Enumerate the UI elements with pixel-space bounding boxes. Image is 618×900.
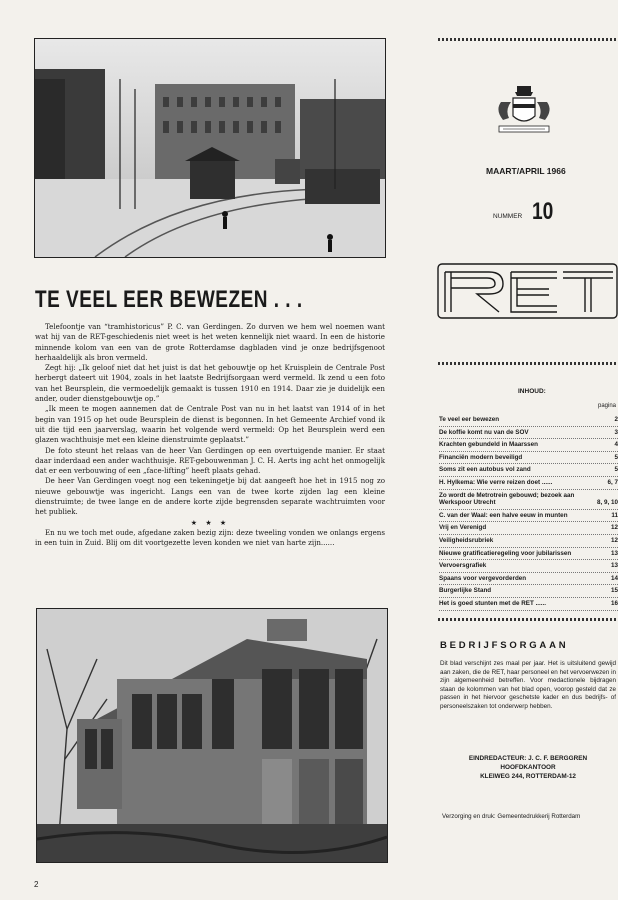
toc-item-title: Het is goed stunten met de RET ...... [439, 599, 547, 607]
table-of-contents [439, 414, 618, 611]
toc-item-title: Zo wordt de Metrotrein gebouwd; bezoek aan Werkspoor Utrecht [439, 491, 575, 507]
article-paragraph: Telefoontje van “tramhistoricus” P. C. van Gerdingen. Zo durven we hem wel noemen want wat hij van de RET-geschiedenis niet weet is het weten kennelijk niet waard. In een de historie minnende kolom van een van de grote Rotterdamse dagbladen vind je onze bedrijfsgenoot herhaaldelijk als bron vermeld. [35, 322, 385, 362]
toc-item-title: Veiligheidsrubriek [439, 536, 494, 544]
toc-item-title: Te veel eer bewezen [439, 416, 500, 423]
toc-item-page: 14 [610, 574, 618, 582]
toc-item-title: Spaans voor vergevorderden [439, 574, 527, 582]
article-paragraph: De foto steunt het relaas van de heer Van Gerdingen op een overtuigende manier. Er staat daar inderdaad een ander wachthuisje. RET-gebouwenman J. C. H. Aerts ing acht het onmogelijk dat er een verbouwing of een „face-lifting” heeft plaats gehad. [35, 445, 385, 476]
editor-name: EINDREDACTEUR: J. C. F. BERGGREN [468, 755, 588, 762]
toc-item [439, 414, 618, 427]
toc-item [439, 490, 618, 510]
issue-date: MAART/APRIL 1966 [486, 166, 566, 176]
toc-item-page: 6, 7 [607, 478, 618, 486]
article-closing: En nu we toch met oude, afgedane zaken bezig zijn: deze tweeling vonden we onlangs ergens in een tuin in Zuid. Blij om dit voortgezette leven konden we niet van harte zijn...... [35, 527, 385, 548]
toc-item [439, 477, 618, 490]
toc-title: INHOUD: [518, 388, 546, 395]
toc-item [439, 535, 618, 548]
page-number: 2 [34, 880, 39, 889]
toc-item-title: Soms zit een autobus vol zand [439, 466, 531, 474]
toc-item-page: 12 [610, 524, 618, 532]
organ-description [440, 660, 616, 712]
toc-item-page: 11 [611, 511, 618, 519]
toc-item-page: 5 [614, 466, 618, 474]
toc-item [439, 427, 618, 440]
toc-item-title: Burgerlijke Stand [439, 587, 492, 595]
old-tram-photo [36, 608, 388, 863]
toc-item-title: Krachten gebundeld in Maarssen [439, 441, 539, 449]
article-paragraph: „Ik meen te mogen aannemen dat de Centrale Post van nu in het laatst van 1914 of in het begin van 1915 op het oude Beursplein de dienst is begonnen. In het Gemeente Archief vond ik uit die tijd een jaarverslag, waarin het volgende werd vermeld: Op het Beursplein werd een glazen wachthuisje met een kleine dienstruimte geplaatst.” [35, 404, 385, 445]
toc-item-title: C. van der Waal: een halve eeuw in munten [439, 511, 568, 519]
office-address: KLEIWEG 244, ROTTERDAM-12 [480, 773, 576, 780]
article-paragraph: De heer Van Gerdingen voegt nog een tekeningetje bij dat aangeeft hoe het in 1915 nog zo nieuwe gebouwtje was ingericht. Langs een van de twee korte zijden lag een kleine dienstruimte; de twee lange en de andere korte zijde begrensden separate wachtruimten voor het publiek. [35, 476, 385, 517]
toc-item [439, 560, 618, 573]
toc-item [439, 464, 618, 477]
toc-page-header: pagina [598, 403, 617, 409]
toc-item-title: Vervoersgrafiek [439, 562, 487, 570]
toc-item-page: 16 [610, 599, 618, 607]
toc-item [439, 452, 618, 465]
section-separator: ★ ★ ★ [190, 517, 230, 527]
toc-item-title: H. Hylkema: Wie verre reizen doet ...... [439, 478, 553, 486]
ret-logo [437, 260, 618, 322]
toc-item [439, 573, 618, 586]
head-office: HOOFDKANTOOR [500, 764, 556, 771]
dotted-rule [438, 618, 618, 621]
toc-item-page: 8, 9, 10 [596, 499, 618, 507]
toc-item-title: Financiën modern beveiligd [439, 453, 523, 461]
toc-item-page: 5 [614, 453, 618, 461]
beursplein-photo [34, 38, 386, 258]
toc-item-page: 12 [610, 536, 618, 544]
toc-item [439, 548, 618, 561]
toc-item-title: Vrij en Verenigd [439, 524, 487, 532]
toc-item [439, 439, 618, 452]
toc-item-page: 4 [614, 441, 618, 449]
toc-item-page: 13 [610, 562, 618, 570]
editor-block [440, 754, 616, 781]
toc-item-page: 2 [614, 416, 618, 423]
article-body [35, 322, 385, 549]
article-paragraph: Zegt hij: „Ik geloof niet dat het juist is dat het gebouwtje op het Kruisplein de Centrale Post herbergt dateert uit 1904, zoals in het laatste Bedrijfsorgaan werd vermeld. Ik zend u een foto van het Beursplein, die vermoedelijk gemaakt is tussen 1910 en 1914. Daar zie je duidelijk een ander, ouder dienstgebouwtje op.” [35, 363, 385, 404]
toc-item [439, 585, 618, 598]
dotted-rule [438, 362, 618, 365]
organ-title: BEDRIJFSORGAAN [440, 640, 569, 651]
toc-item-page: 15 [610, 587, 618, 595]
organ-description-text: Dit blad verschijnt zes maal per jaar. Het is uitsluitend gewijd aan zaken, die de RET, haar personeel en het vervoerwezen in zijn algemeenheid betreffen. Voor medactionele bijdragen staan de kolommen van het blad open, voorop gesteld dat ze passen in het hiervoor geschetste kader en dus bedrijfs- of personeelszaken tot onderwerp hebben. [440, 660, 616, 710]
toc-item [439, 598, 618, 611]
toc-item-title: Nieuwe gratificatieregeling voor jubilarissen [439, 549, 572, 557]
issue-number: 10 [532, 198, 554, 225]
toc-item-page: 13 [610, 549, 618, 557]
article-headline: TE VEEL EER BEWEZEN . . . [35, 287, 303, 314]
dotted-rule [438, 38, 618, 41]
toc-item [439, 522, 618, 535]
issue-number-label: NUMMER [493, 213, 523, 220]
ret-logo-text: RET [527, 299, 531, 301]
toc-item [439, 510, 618, 523]
toc-item-page: 3 [614, 428, 618, 436]
toc-item-title: De koffie komt nu van de SOV [439, 428, 529, 436]
rotterdam-coat-of-arms-icon [491, 84, 557, 140]
printer-credit: Verzorging en druk: Gemeentedrukkerij Rotterdam [442, 813, 581, 820]
